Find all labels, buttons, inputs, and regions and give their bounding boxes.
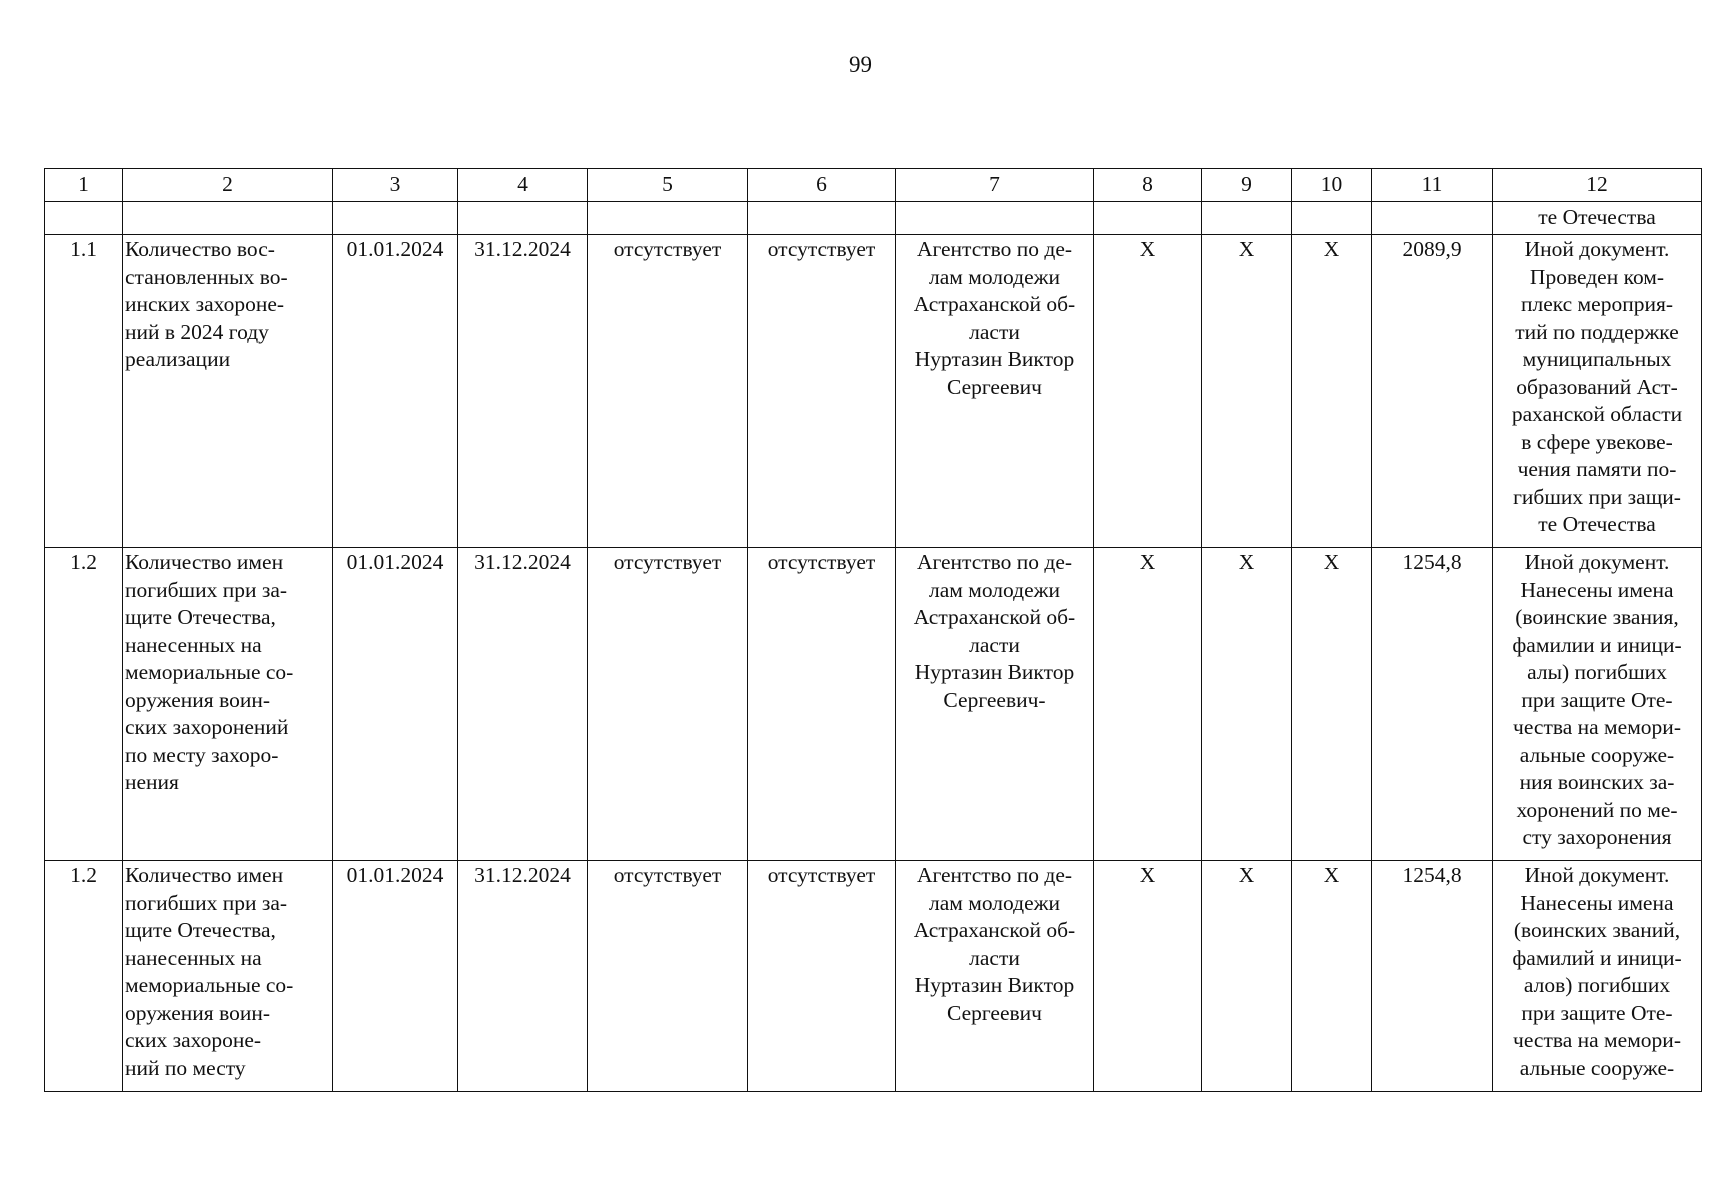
col9-mark: X bbox=[1202, 235, 1292, 548]
col5-value: отсутствует bbox=[588, 861, 748, 1092]
col8-mark: X bbox=[1094, 235, 1202, 548]
header-cell: 3 bbox=[333, 169, 458, 202]
row-number: 1.2 bbox=[45, 861, 123, 1092]
table-row bbox=[45, 548, 1702, 861]
header-cell: 11 bbox=[1372, 169, 1493, 202]
col5-value: отсутствует bbox=[588, 548, 748, 861]
document-description: Иной документ. Нанесены имена (воинские звания, фамилии и иници- алы) погибших при защите Оте- чества на мемори- альные сооруже- ния воинских за- хоронений по ме- сту захоронения bbox=[1493, 548, 1702, 861]
start-date: 01.01.2024 bbox=[333, 861, 458, 1092]
empty-cell bbox=[45, 202, 123, 235]
continuation-row bbox=[45, 202, 1702, 235]
col9-mark: X bbox=[1202, 548, 1292, 861]
empty-cell bbox=[1202, 202, 1292, 235]
empty-cell bbox=[896, 202, 1094, 235]
row-number: 1.2 bbox=[45, 548, 123, 861]
header-cell: 6 bbox=[748, 169, 896, 202]
col10-mark: X bbox=[1292, 861, 1372, 1092]
header-cell: 7 bbox=[896, 169, 1094, 202]
table-header-row bbox=[45, 169, 1702, 202]
header-cell: 8 bbox=[1094, 169, 1202, 202]
amount: 1254,8 bbox=[1372, 861, 1493, 1092]
row-number: 1.1 bbox=[45, 235, 123, 548]
empty-cell bbox=[333, 202, 458, 235]
responsible: Агентство по де- лам молодежи Астраханской об- ласти Нуртазин Виктор Сергеевич- bbox=[896, 548, 1094, 861]
indicator-name: Количество имен погибших при за- щите Отечества, нанесенных на мемориальные со- оружения воин- ских захоронений по месту захоро- нения bbox=[123, 548, 333, 861]
indicator-name: Количество имен погибших при за- щите Отечества, нанесенных на мемориальные со- оружения воин- ских захороне- ний по месту bbox=[123, 861, 333, 1092]
document-description: Иной документ. Проведен ком- плекс мероприя- тий по поддержке муниципальных образований Аст- раханской области в сфере увекове- чения памяти по- гибших при защи- те Отечества bbox=[1493, 235, 1702, 548]
empty-cell bbox=[588, 202, 748, 235]
header-cell: 5 bbox=[588, 169, 748, 202]
col10-mark: X bbox=[1292, 235, 1372, 548]
empty-cell bbox=[748, 202, 896, 235]
header-cell: 2 bbox=[123, 169, 333, 202]
table-row bbox=[45, 235, 1702, 548]
col5-value: отсутствует bbox=[588, 235, 748, 548]
indicator-name: Количество вос- становленных во- инских захороне- ний в 2024 году реализации bbox=[123, 235, 333, 548]
empty-cell bbox=[1372, 202, 1493, 235]
col6-value: отсутствует bbox=[748, 861, 896, 1092]
start-date: 01.01.2024 bbox=[333, 235, 458, 548]
document-description: Иной документ. Нанесены имена (воинских званий, фамилий и иници- алов) погибших при защите Оте- чества на мемори- альные сооруже- bbox=[1493, 861, 1702, 1092]
col6-value: отсутствует bbox=[748, 235, 896, 548]
amount: 2089,9 bbox=[1372, 235, 1493, 548]
end-date: 31.12.2024 bbox=[458, 235, 588, 548]
data-table bbox=[44, 168, 1702, 1092]
header-cell: 10 bbox=[1292, 169, 1372, 202]
empty-cell bbox=[1292, 202, 1372, 235]
end-date: 31.12.2024 bbox=[458, 548, 588, 861]
end-date: 31.12.2024 bbox=[458, 861, 588, 1092]
table-row bbox=[45, 861, 1702, 1092]
col10-mark: X bbox=[1292, 548, 1372, 861]
col8-mark: X bbox=[1094, 861, 1202, 1092]
page-number: 99 bbox=[849, 52, 872, 77]
responsible: Агентство по де- лам молодежи Астраханской об- ласти Нуртазин Виктор Сергеевич bbox=[896, 861, 1094, 1092]
header-cell: 1 bbox=[45, 169, 123, 202]
col8-mark: X bbox=[1094, 548, 1202, 861]
header-cell: 9 bbox=[1202, 169, 1292, 202]
continuation-text: те Отечества bbox=[1493, 202, 1702, 235]
start-date: 01.01.2024 bbox=[333, 548, 458, 861]
responsible: Агентство по де- лам молодежи Астраханской об- ласти Нуртазин Виктор Сергеевич bbox=[896, 235, 1094, 548]
col6-value: отсутствует bbox=[748, 548, 896, 861]
col9-mark: X bbox=[1202, 861, 1292, 1092]
empty-cell bbox=[458, 202, 588, 235]
amount: 1254,8 bbox=[1372, 548, 1493, 861]
header-cell: 12 bbox=[1493, 169, 1702, 202]
empty-cell bbox=[1094, 202, 1202, 235]
header-cell: 4 bbox=[458, 169, 588, 202]
empty-cell bbox=[123, 202, 333, 235]
